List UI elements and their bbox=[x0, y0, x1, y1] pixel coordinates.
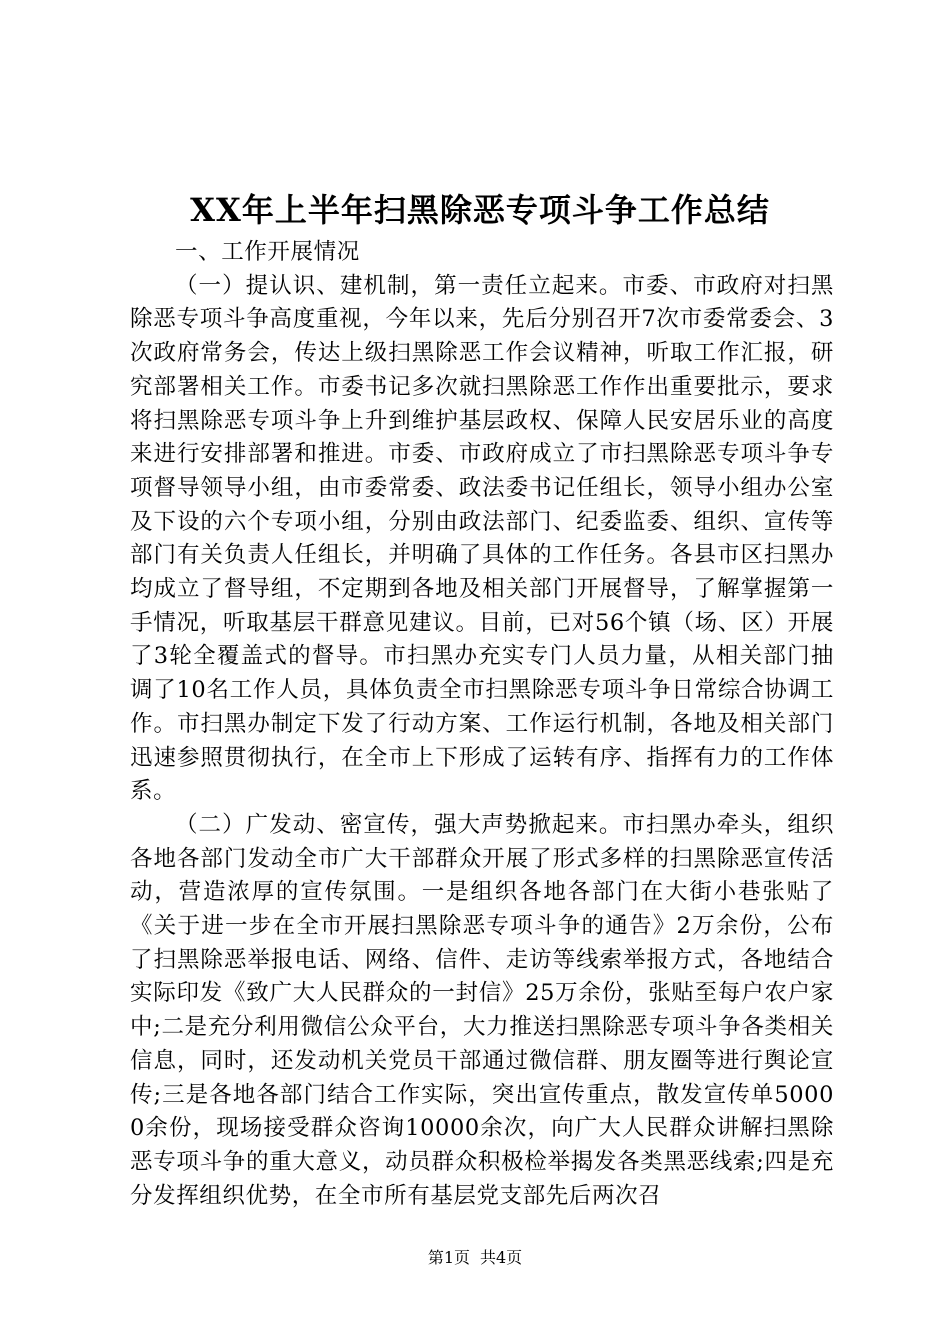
section-heading: 一、工作开展情况 bbox=[175, 239, 360, 265]
page-total: 共4页 bbox=[480, 1248, 523, 1267]
page-footer bbox=[0, 1248, 950, 1268]
document-title: XX年上半年扫黑除恶专项斗争工作总结 bbox=[190, 191, 770, 229]
paragraph: （一）提认识、建机制，第一责任立起来。市委、市政府对扫黑除恶专项斗争高度重视，今年以来，先后分别召开7次市委常委会、3次政府常务会，传达上级扫黑除恶工作会议精神，听取工作汇报，研究部署相关工作。市委书记多次就扫黑除恶工作作出重要批示，要求将扫黑除恶专项斗争上升到维护基层政权、保障人民安居乐业的高度来进行安排部署和推进。市委、市政府成立了市扫黑除恶专项斗争专项督导领导小组，由市委常委、政法委书记任组长，领导小组办公室及下设的六个专项小组，分别由政法部门、纪委监委、组织、宣传等部门有关负责人任组长，并明确了具体的工作任务。各县市区扫黑办均成立了督导组，不定期到各地及相关部门开展督导，了解掌握第一手情况，听取基层干群意见建议。目前，已对56个镇（场、区）开展了3轮全覆盖式的督导。市扫黑办充实专门人员力量，从相关部门抽调了10名工作人员，具体负责全市扫黑除恶专项斗争日常综合协调工作。市扫黑办制定下发了行动方案、工作运行机制，各地及相关部门迅速参照贯彻执行，在全市上下形成了运转有序、指挥有力的工作体系。 bbox=[130, 272, 834, 805]
page-number: 第1页 bbox=[427, 1248, 470, 1267]
paragraph: （二）广发动、密宣传，强大声势掀起来。市扫黑办牵头，组织各地各部门发动全市广大干部群众开展了形式多样的扫黑除恶宣传活动，营造浓厚的宣传氛围。一是组织各地各部门在大街小巷张贴了《关于进一步在全市开展扫黑除恶专项斗争的通告》2万余份，公布了扫黑除恶举报电话、网络、信件、走访等线索举报方式，各地结合实际印发《致广大人民群众的一封信》25万余份，张贴至每户农户家中;二是充分利用微信公众平台，大力推送扫黑除恶专项斗争各类相关信息，同时，还发动机关党员干部通过微信群、朋友圈等进行舆论宣传;三是各地各部门结合工作实际，突出宣传重点，散发宣传单50000余份，现场接受群众咨询10000余次，向广大人民群众讲解扫黑除恶专项斗争的重大意义，动员群众积极检举揭发各类黑恶线索;四是充分发挥组织优势，在全市所有基层党支部先后两次召 bbox=[130, 811, 834, 1209]
document-body bbox=[130, 236, 834, 1213]
